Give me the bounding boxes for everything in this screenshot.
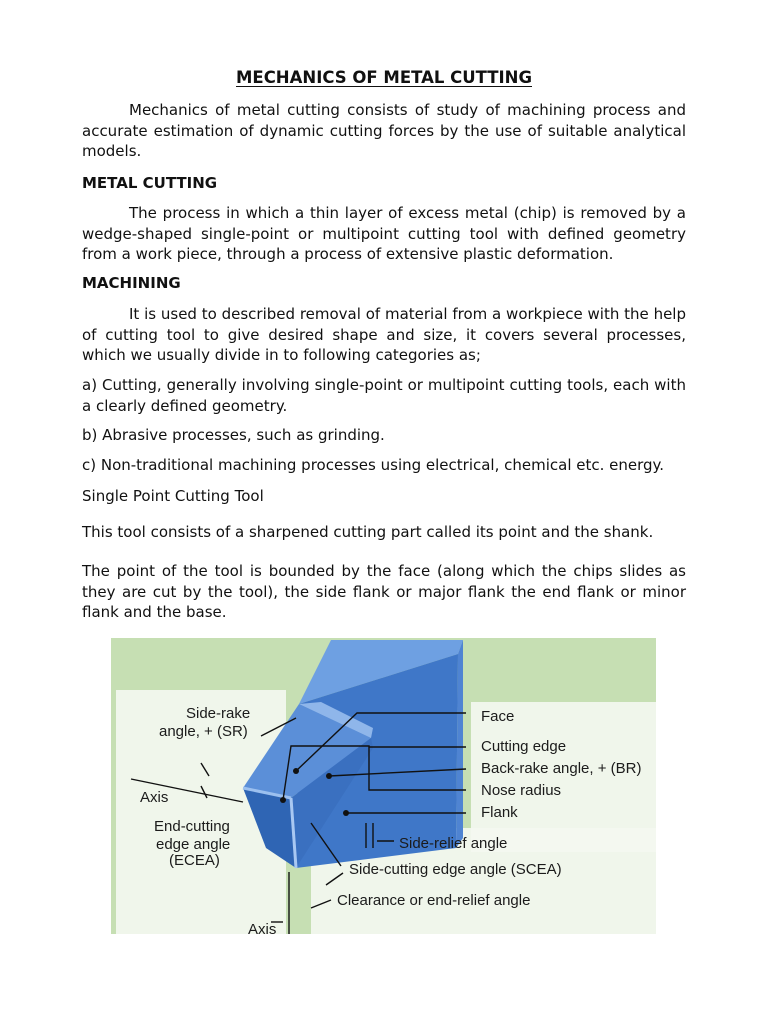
label-end-cutting-1: End-cutting bbox=[154, 818, 230, 835]
heading-metal-cutting: METAL CUTTING bbox=[82, 174, 218, 192]
metal-cutting-paragraph: The process in which a thin layer of excess metal (chip) is removed by a wedge-shaped single-point or multipoint cutting tool with defined geometry from a work piece, through a process of extensive plastic deformation. bbox=[82, 204, 686, 263]
cutting-tool-figure bbox=[111, 638, 656, 934]
label-side-relief: Side-relief angle bbox=[399, 835, 508, 852]
label-clearance: Clearance or end-relief angle bbox=[337, 892, 531, 909]
label-nose-radius: Nose radius bbox=[481, 782, 562, 799]
label-scea: Side-cutting edge angle (SCEA) bbox=[349, 861, 562, 878]
label-back-rake: Back-rake angle, + (BR) bbox=[481, 760, 642, 777]
intro-paragraph: Mechanics of metal cutting consists of study of machining process and accurate estimation of dynamic cutting forces by the use of suitable analytical models. bbox=[82, 101, 686, 160]
single-point-paragraph-2: The point of the tool is bounded by the face (along which the chips slides as they are cut by the tool), the side flank or major flank the end flank or minor flank and the base. bbox=[82, 562, 686, 621]
label-side-rake-1: Side-rake bbox=[186, 705, 251, 722]
label-face: Face bbox=[481, 708, 515, 725]
list-item-abrasive: b) Abrasive processes, such as grinding. bbox=[82, 426, 385, 444]
list-item-cutting: a) Cutting, generally involving single-point or multipoint cutting tools, each with a clearly defined geometry. bbox=[82, 376, 686, 415]
list-item-non-traditional: c) Non-traditional machining processes using electrical, chemical etc. energy. bbox=[82, 456, 665, 474]
label-side-rake-2: angle, + (SR) bbox=[159, 723, 248, 740]
label-axis-bottom: Axis bbox=[248, 921, 277, 934]
heading-single-point-tool: Single Point Cutting Tool bbox=[82, 487, 264, 505]
label-end-cutting-3: (ECEA) bbox=[169, 852, 220, 869]
label-end-cutting-2: edge angle bbox=[156, 836, 231, 853]
page-title: MECHANICS OF METAL CUTTING bbox=[236, 68, 532, 87]
machining-paragraph: It is used to described removal of material from a workpiece with the help of cutting tool to give desired shape and size, it covers several processes, which we usually divide in to following categories as; bbox=[82, 305, 686, 364]
label-axis-left: Axis bbox=[140, 789, 169, 806]
single-point-paragraph-1: This tool consists of a sharpened cutting part called its point and the shank. bbox=[82, 523, 654, 541]
label-flank: Flank bbox=[481, 804, 518, 821]
cutting-tool-diagram bbox=[111, 638, 656, 934]
label-cutting-edge: Cutting edge bbox=[481, 738, 567, 755]
heading-machining: MACHINING bbox=[82, 274, 181, 292]
